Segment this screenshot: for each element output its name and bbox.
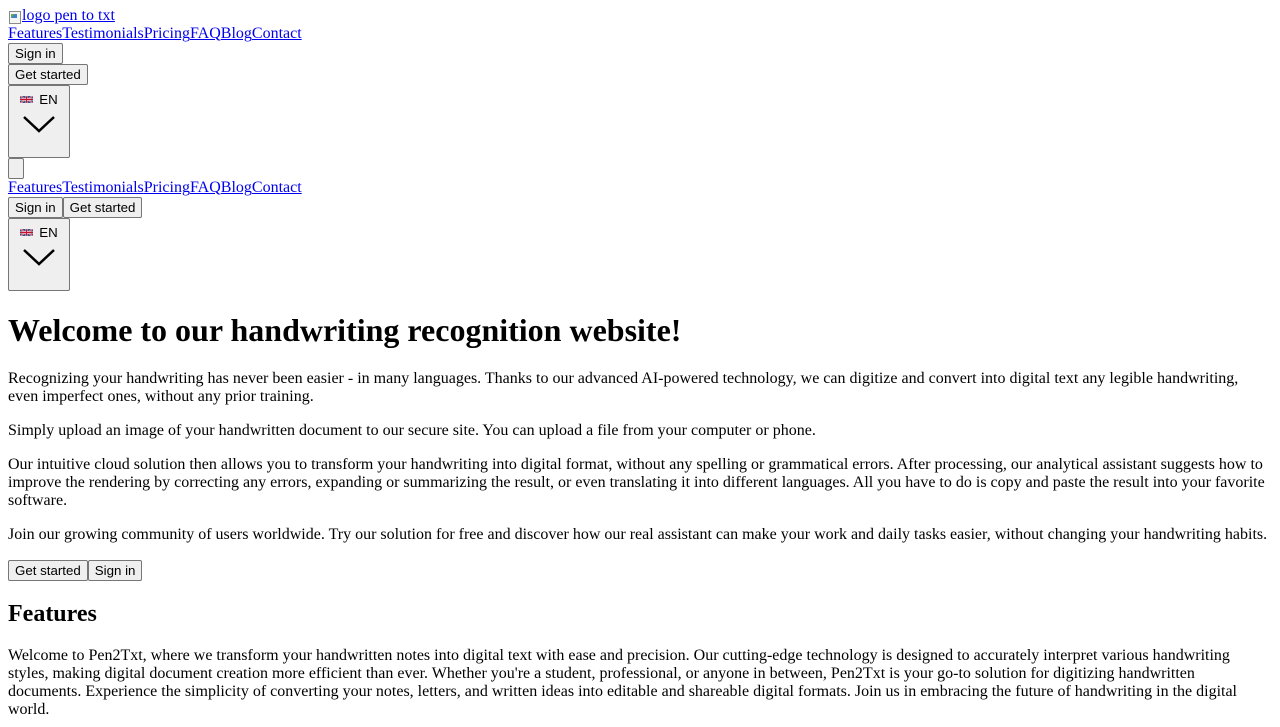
mobile-nav-link-blog[interactable]: Blog [220, 179, 252, 196]
language-code: EN [39, 91, 58, 107]
chevron-down-icon [23, 247, 55, 267]
mobile-nav-link-pricing[interactable]: Pricing [143, 179, 190, 196]
nav-link-faq[interactable]: FAQ [189, 25, 221, 42]
page [0, 7, 1280, 719]
mobile-nav-link-features[interactable]: Features [8, 179, 63, 196]
mobile-language-code: EN [39, 224, 58, 240]
mobile-nav-link-testimonials[interactable]: Testimonials [62, 179, 144, 196]
logo-row [8, 7, 1272, 25]
uk-flag-icon [20, 228, 33, 237]
language-label-group [20, 92, 57, 106]
nav-link-features[interactable]: Features [8, 25, 63, 42]
get-started-button[interactable]: Get started [8, 64, 88, 85]
hero-cta-row [8, 560, 1272, 581]
chevron-down-icon [23, 114, 55, 134]
logo-alt-text: logo pen to txt [22, 7, 115, 24]
language-selector[interactable] [8, 85, 70, 158]
sign-in-button[interactable]: Sign in [8, 43, 63, 64]
mobile-language-selector[interactable] [8, 218, 70, 291]
hero-paragraph-3: Our intuitive cloud solution then allows you to transform your handwriting into digital format, without any spelling or grammatical errors. After processing, our analytical assistant suggests how to improve the rendering by correcting any errors, expanding or summarizing the result, or even translating it into different languages. All you have to do is copy and paste the result into your favorite software. [8, 456, 1265, 509]
mobile-nav-link-contact[interactable]: Contact [251, 179, 302, 196]
hero-paragraph-1: Recognizing your handwriting has never been easier - in many languages. Thanks to our advanced AI-powered technology, we can digitize and convert into digital text any legible handwriting, even imperfect ones, without any prior training. [8, 370, 1239, 405]
mobile-language-label-group [20, 225, 57, 239]
hero-sign-in-button[interactable]: Sign in [88, 560, 143, 581]
features-body: Welcome to Pen2Txt, where we transform your handwritten notes into digital text with ease and precision. Our cutting-edge technology is designed to accurately interpret various handwriting styles, making digital document creation more efficient than ever. Whether you're a student, professional, or anyone in between, Pen2Txt is your go-to solution for digitizing handwritten documents. Experience the simplicity of converting your notes, letters, and written ideas into editable and shareable digital formats. Join us in embracing the future of handwriting in the digital world. [8, 647, 1237, 718]
nav-link-testimonials[interactable]: Testimonials [62, 25, 144, 42]
hero-title: Welcome to our handwriting recognition website! [8, 312, 682, 348]
mobile-menu-toggle-button[interactable] [8, 158, 24, 179]
sign-in-row [8, 43, 1272, 64]
nav-link-contact[interactable]: Contact [251, 25, 302, 42]
features-heading: Features [8, 601, 97, 627]
uk-flag-icon [20, 95, 33, 104]
get-started-row [8, 64, 1272, 85]
mobile-auth-row [8, 197, 1272, 218]
mobile-sign-in-button[interactable]: Sign in [8, 197, 63, 218]
hero-get-started-button[interactable]: Get started [8, 560, 88, 581]
hero-paragraph-4: Join our growing community of users worldwide. Try our solution for free and discover how our real assistant can make your work and daily tasks easier, without changing your handwriting habits. [8, 526, 1268, 543]
hero-paragraph-2: Simply upload an image of your handwritten document to our secure site. You can upload a file from your computer or phone. [8, 422, 816, 439]
nav-link-pricing[interactable]: Pricing [143, 25, 190, 42]
logo-link[interactable] [8, 7, 115, 25]
mobile-nav-link-faq[interactable]: FAQ [189, 179, 221, 196]
mobile-nav [8, 179, 1272, 197]
nav-link-blog[interactable]: Blog [220, 25, 252, 42]
menu-toggle-row [8, 158, 1272, 179]
broken-image-icon [8, 10, 22, 24]
main-nav [8, 25, 1272, 43]
mobile-get-started-button[interactable]: Get started [63, 197, 143, 218]
